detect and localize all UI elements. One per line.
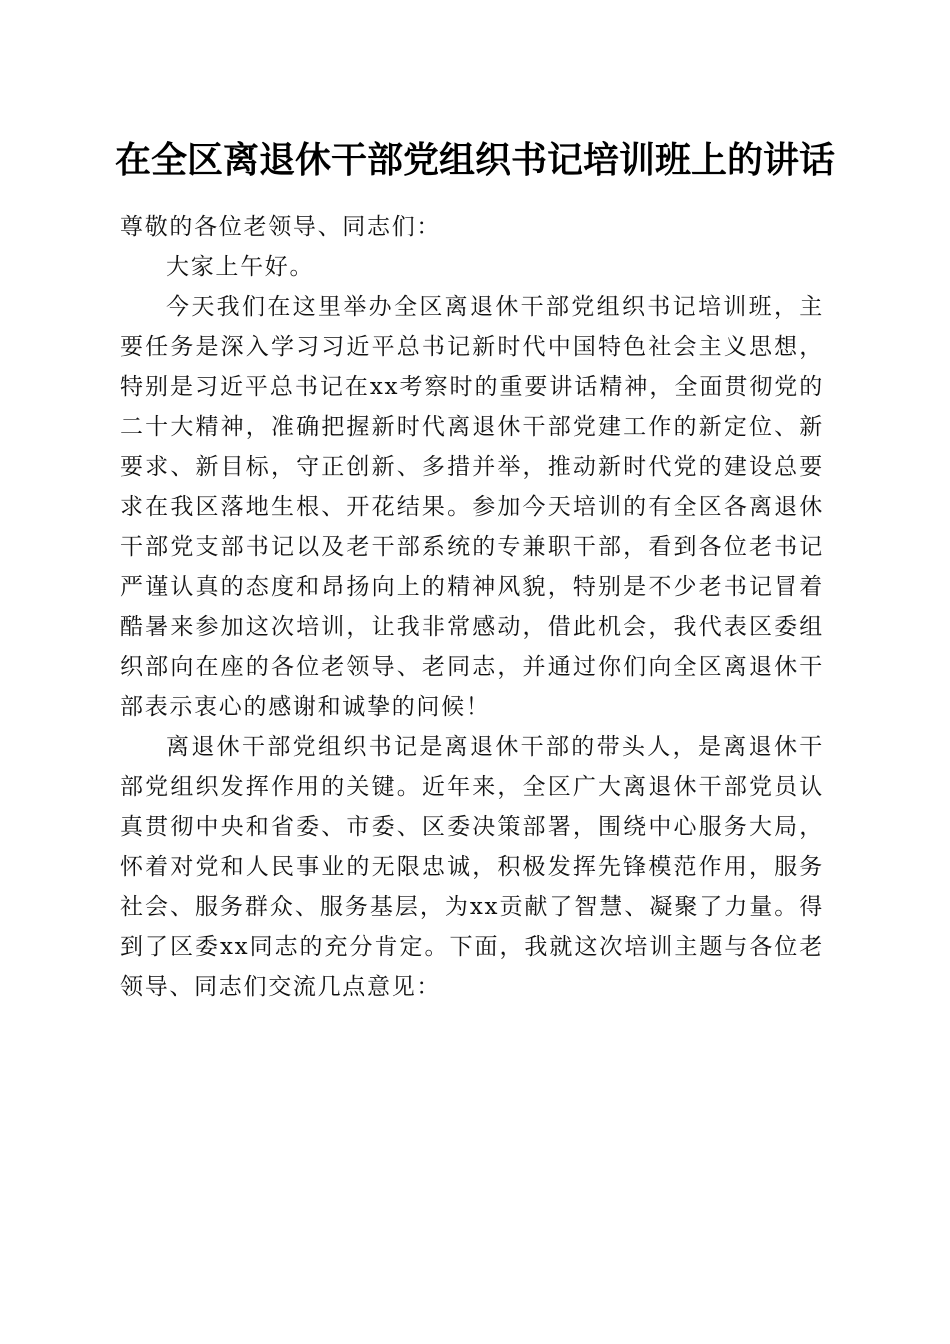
- paragraph-role-of-secretaries: 离退休干部党组织书记是离退休干部的带头人，是离退休干部党组织发挥作用的关键。近年来，全区广大离退休干部党员认真贯彻中央和省委、市委、区委决策部署，围绕中心服务大局，怀着对党和人民事业的无限忠诚，积极发挥先锋模范作用，服务社会、服务群众、服务基层，为xx贡献了智慧、凝聚了力量。得到了区委xx同志的充分肯定。下面，我就这次培训主题与各位老领导、同志们交流几点意见：: [120, 734, 824, 1000]
- paragraph-introduction: 今天我们在这里举办全区离退休干部党组织书记培训班，主要任务是深入学习习近平总书记新时代中国特色社会主义思想，特别是习近平总书记在xx考察时的重要讲话精神，全面贯彻党的二十大精神，准确把握新时代离退休干部党建工作的新定位、新要求、新目标，守正创新、多措并举，推动新时代党的建设总要求在我区落地生根、开花结果。参加今天培训的有全区各离退休干部党支部书记以及老干部系统的专兼职干部，看到各位老书记严谨认真的态度和昂扬向上的精神风貌，特别是不少老书记冒着酷暑来参加这次培训，让我非常感动，借此机会，我代表区委组织部向在座的各位老领导、老同志，并通过你们向全区离退休干部表示衷心的感谢和诚挚的问候！: [120, 294, 824, 720]
- salutation: 尊敬的各位老领导、同志们：: [120, 214, 442, 240]
- document-title: 在全区离退休干部党组织书记培训班上的讲话: [114, 139, 835, 181]
- paragraph-greeting: 大家上午好。: [166, 254, 315, 280]
- document-body: [120, 207, 824, 1007]
